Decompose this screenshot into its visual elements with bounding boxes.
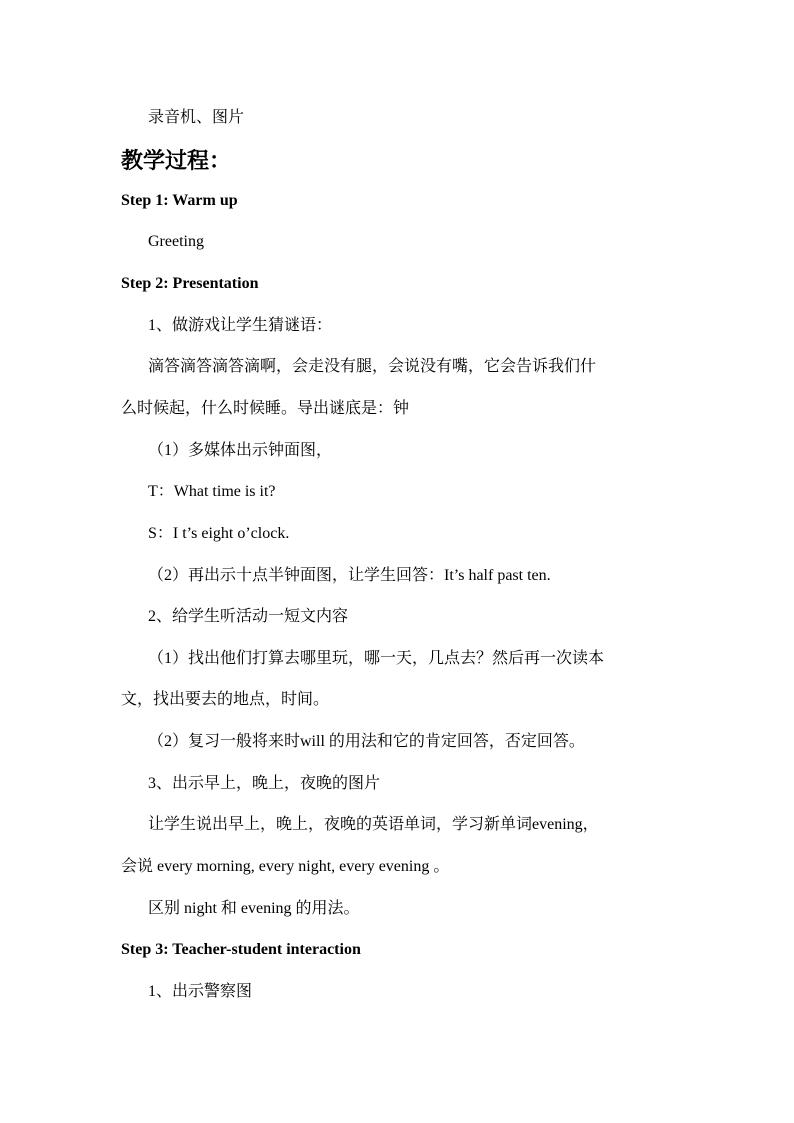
item-1-line: 1、做游戏让学生猜谜语：	[148, 317, 333, 334]
listen-line-1: （1）找出他们打算去哪里玩，哪一天，几点去？然后再一次读本	[148, 650, 605, 667]
greeting-line: Greeting	[148, 233, 204, 250]
words-line-1: 让学生说出早上，晚上，夜晚的英语单词，学习新单词evening，	[148, 816, 599, 833]
riddle-line-1: 滴答滴答滴答滴啊，会走没有腿，会说没有嘴，它会告诉我们什	[148, 358, 597, 375]
process-heading: 教学过程：	[121, 148, 232, 173]
teacher-question: T：What time is it?	[148, 483, 276, 500]
distinguish-line: 区别 night 和 evening 的用法。	[148, 900, 360, 917]
step3-heading: Step 3: Teacher-student interaction	[121, 941, 361, 958]
review-line: （2）复习一般将来时will 的用法和它的肯定回答，否定回答。	[148, 733, 585, 750]
riddle-line-2: 么时候起，什么时候睡。导出谜底是：钟	[121, 400, 410, 417]
sub-2-line: （2）再出示十点半钟面图，让学生回答：It’s half past ten.	[148, 567, 551, 584]
sub-1-line: （1）多媒体出示钟面图，	[148, 442, 333, 459]
student-answer: S：I t’s eight o’clock.	[148, 525, 290, 542]
item-2-line: 2、给学生听活动一短文内容	[148, 608, 349, 625]
materials-line: 录音机、图片	[148, 109, 245, 126]
listen-line-2: 文，找出要去的地点，时间。	[121, 691, 330, 708]
step1-heading: Step 1: Warm up	[121, 192, 238, 209]
item-1b-line: 1、出示警察图	[148, 983, 253, 1000]
item-3-line: 3、出示早上，晚上，夜晚的图片	[148, 775, 381, 792]
words-line-2: 会说 every morning, every night, every evening 。	[121, 858, 450, 875]
step2-heading: Step 2: Presentation	[121, 275, 259, 292]
